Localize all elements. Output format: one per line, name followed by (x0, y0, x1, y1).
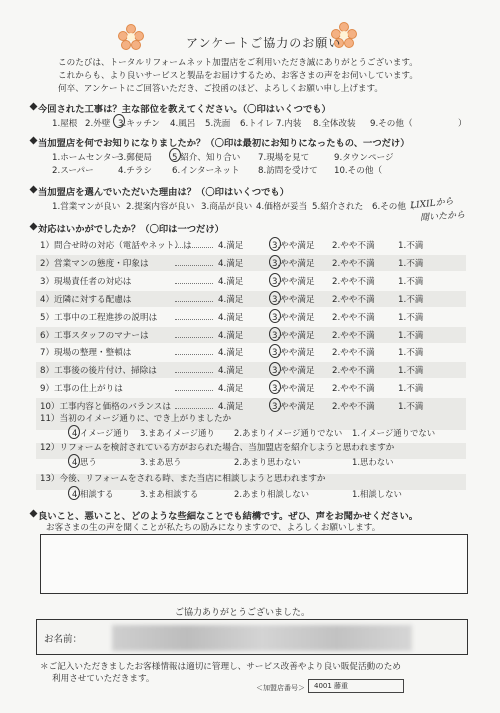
q5-subtitle: お客さまの生の声を聞くことが私たちの励みになりますので、よろしくお願いします。 (46, 523, 381, 533)
q1-option-washroom[interactable]: 5.洗面 (205, 119, 231, 129)
q3-title: 当加盟店を選んでいただいた理由は？（〇印はいくつでも） (38, 184, 289, 198)
sub12-question: 12）リフォームを検討されている方がおられた場合、当加盟店を紹介しようと思われますか (40, 443, 395, 453)
q1-option-toilet[interactable]: 6.トイレ (240, 119, 274, 129)
rating-row-label: 3）現場責任者の対応は (40, 277, 132, 287)
rating-option[interactable]: 2.やや不満 (332, 348, 375, 358)
q2-option-post-office[interactable]: 3.郵便局 (118, 153, 152, 163)
rating-selection-circle (269, 237, 281, 251)
rating-option[interactable]: 3.やや満足 (272, 241, 315, 251)
rating-option[interactable]: 1.不満 (398, 277, 424, 287)
q5-title: 良いこと、悪いこと、どのような些細なことでも結構です。ぜひ、声をお聞かせください。 (38, 508, 418, 522)
rating-option[interactable]: 1.不満 (398, 384, 424, 394)
rating-option[interactable]: 4.満足 (218, 384, 244, 394)
q2-option-home-center[interactable]: 1.ホームセンター (52, 153, 121, 163)
q3-option-sales[interactable]: 1.営業マンが良い (52, 202, 121, 212)
rating-row-label: 10）工事内容と価格のバランスは (40, 402, 171, 412)
sub11-option-1[interactable]: 1.イメージ通りでない (352, 428, 436, 438)
rating-option[interactable]: 3.やや満足 (272, 384, 315, 394)
rating-option[interactable]: 1.不満 (398, 366, 424, 376)
rating-selection-circle (269, 273, 281, 287)
rating-row-leader (175, 247, 213, 248)
q1-option-exterior[interactable]: 2.外壁 (85, 119, 111, 129)
sub12-option-1[interactable]: 1.思わない (352, 457, 394, 467)
rating-option[interactable]: 2.やや不満 (332, 366, 375, 376)
rating-option[interactable]: 4.満足 (218, 366, 244, 376)
rating-selection-circle (269, 291, 281, 305)
rating-row-leader (175, 337, 213, 338)
q2-option-visit[interactable]: 8.訪問を受けて (258, 166, 318, 176)
q2-option-town-page[interactable]: 9.タウンページ (334, 153, 394, 163)
q3-option-price[interactable]: 4.価格が妥当 (256, 202, 308, 212)
sub11-option-3[interactable]: 3.まあイメージ通り (140, 428, 215, 438)
sub11-question: 11）当初のイメージ通りに、でき上がりましたか (40, 414, 232, 424)
q4-title: 対応はいかがでしたか？（〇印は一つだけ） (38, 221, 224, 235)
rating-option[interactable]: 4.満足 (218, 295, 244, 305)
rating-option[interactable]: 2.やや不満 (332, 402, 375, 412)
sub13-option-3[interactable]: 3.まあ相談する (140, 489, 199, 499)
rating-row-label: 5）工事中の工程進捗の説明は (40, 313, 158, 323)
q2-selection-circle (169, 148, 181, 162)
sub11-option-4[interactable]: 4.イメージ通り (72, 428, 130, 438)
rating-option[interactable]: 2.やや不満 (332, 331, 375, 341)
rating-option[interactable]: 4.満足 (218, 402, 244, 412)
sub13-option-1[interactable]: 1.相談しない (352, 489, 402, 499)
rating-option[interactable]: 3.やや満足 (272, 313, 315, 323)
sub13-question: 13）今後、リフォームをされる時、また当店に相談しようと思われますか (40, 474, 326, 484)
q1-selection-circle (113, 114, 125, 128)
rating-option[interactable]: 2.やや不満 (332, 241, 375, 251)
redacted-name (112, 625, 412, 651)
q1-option-other[interactable]: 9.その他（ (370, 119, 413, 129)
sub11-selection-circle (68, 425, 80, 439)
sub13-option-2[interactable]: 2.あまり相談しない (234, 489, 309, 499)
intro-line-1: このたびは、トータルリフォームネット加盟店をご利用いただき誠にありがとうございます。 (58, 58, 418, 68)
rating-row-label: 2）営業マンの態度・印象は (40, 259, 149, 269)
rating-row-label: 4）近隣に対する配慮は (40, 295, 132, 305)
rating-row-label: 8）工事後の後片付け、掃除は (40, 366, 157, 376)
rating-selection-circle (269, 327, 281, 341)
rating-option[interactable]: 3.やや満足 (272, 259, 315, 269)
rating-selection-circle (269, 362, 281, 376)
rating-option[interactable]: 2.やや不満 (332, 295, 375, 305)
store-number-label: ＜加盟店番号＞ (256, 684, 305, 692)
rating-option[interactable]: 4.満足 (218, 331, 244, 341)
rating-selection-circle (269, 255, 281, 269)
rating-option[interactable]: 1.不満 (398, 259, 424, 269)
q1-option-interior[interactable]: 7.内装 (276, 119, 302, 129)
q3-option-referred[interactable]: 5.紹介された (312, 202, 364, 212)
privacy-note-1: ＊ご記入いただきましたお客様情報は適切に管理し、サービス改善やより良い販促活動のため (40, 662, 401, 672)
store-number-value: 4001 藤重 (314, 682, 349, 690)
rating-option[interactable]: 3.やや満足 (272, 277, 315, 287)
q2-option-flyer[interactable]: 4.チラシ (118, 166, 152, 176)
intro-line-2: これからも、より良いサービスと製品をお届けするため、お客さまの声をお伺いしています。 (58, 71, 418, 81)
rating-row-label: 7）現場の整理・整頓は (40, 348, 132, 358)
intro-line-3: 何卒、アンケートにご回答いただき、ご投函のほど、よろしくお願い申し上げます。 (58, 84, 384, 94)
q2-option-internet[interactable]: 6.インターネット (172, 166, 240, 176)
q3-handwritten-line-1: LIXILから (409, 196, 455, 212)
rating-row-label: 1）問合せ時の対応（電話やネット）は (40, 241, 192, 251)
rating-selection-circle (269, 380, 281, 394)
sub13-option-4[interactable]: 4.相談する (72, 489, 114, 499)
rating-row-leader (175, 265, 213, 266)
comment-box[interactable] (40, 534, 468, 594)
rating-option[interactable]: 3.やや満足 (272, 331, 315, 341)
rating-option[interactable]: 1.不満 (398, 348, 424, 358)
q1-option-full-renovation[interactable]: 8.全体改装 (313, 119, 356, 129)
q2-title: 当加盟店を何でお知りになりましたか？（〇印は最初にお知りになったもの、一つだけ） (38, 135, 410, 149)
sub12-selection-circle (68, 454, 80, 468)
rating-row-label: 9）工事の仕上がりは (40, 384, 123, 394)
q3-option-proposal[interactable]: 2.提案内容が良い (126, 202, 195, 212)
rating-option[interactable]: 4.満足 (218, 348, 244, 358)
rating-selection-circle (269, 344, 281, 358)
rating-selection-circle (269, 398, 281, 412)
rating-option[interactable]: 1.不満 (398, 295, 424, 305)
rating-option[interactable]: 1.不満 (398, 313, 424, 323)
flower-left-icon (118, 24, 144, 50)
rating-option[interactable]: 3.やや満足 (272, 402, 315, 412)
q2-option-referral[interactable]: 5.紹介、知り合い (172, 153, 241, 163)
rating-option[interactable]: 1.不満 (398, 402, 424, 412)
sub13-selection-circle (68, 486, 80, 500)
q1-option-other-close: ） (458, 119, 467, 129)
sub11-option-2[interactable]: 2.あまりイメージ通りでない (234, 428, 343, 438)
rating-row-label: 6）工事スタッフのマナーは (40, 331, 149, 341)
q3-handwritten-line-2: 聞いたから (419, 210, 466, 224)
rating-option[interactable]: 1.不満 (398, 241, 424, 251)
rating-row-leader (175, 283, 213, 284)
sub12-option-3[interactable]: 3.まあ思う (140, 457, 182, 467)
q3-option-product[interactable]: 3.商品が良い (201, 202, 253, 212)
rating-row-leader (175, 408, 213, 409)
rating-option[interactable]: 2.やや不満 (332, 259, 375, 269)
rating-selection-circle (269, 309, 281, 323)
q1-option-roof[interactable]: 1.屋根 (52, 119, 78, 129)
rating-option[interactable]: 3.やや満足 (272, 295, 315, 305)
q1-option-bath[interactable]: 4.風呂 (170, 119, 196, 129)
rating-option[interactable]: 4.満足 (218, 277, 244, 287)
q2-option-supermarket[interactable]: 2.スーパー (52, 166, 94, 176)
rating-option[interactable]: 4.満足 (218, 259, 244, 269)
rating-row-leader (175, 319, 213, 320)
q2-option-other[interactable]: 10.その他（ (334, 166, 383, 176)
page-title: アンケートご協力のお願い (186, 36, 342, 50)
q2-option-saw-site[interactable]: 7.現場を見て (258, 153, 310, 163)
rating-option[interactable]: 4.満足 (218, 313, 244, 323)
rating-option[interactable]: 3.やや満足 (272, 366, 315, 376)
rating-option[interactable]: 3.やや満足 (272, 348, 315, 358)
rating-row-leader (175, 372, 213, 373)
rating-row-leader (175, 390, 213, 391)
rating-option[interactable]: 2.やや不満 (332, 277, 375, 287)
sub12-option-4[interactable]: 4.思う (72, 457, 97, 467)
rating-option[interactable]: 4.満足 (218, 241, 244, 251)
privacy-note-2: 利用させていただきます。 (52, 674, 155, 684)
thanks-message: ご協力ありがとうございました。 (175, 608, 311, 618)
sub12-option-2[interactable]: 2.あまり思わない (234, 457, 301, 467)
rating-option[interactable]: 1.不満 (398, 331, 424, 341)
rating-row-leader (175, 354, 213, 355)
q1-title: 今回された工事は？主な部位を教えてください。（〇印はいくつでも） (38, 101, 331, 115)
rating-option[interactable]: 2.やや不満 (332, 313, 375, 323)
q3-option-other[interactable]: 6.その他（ (372, 202, 415, 212)
rating-option[interactable]: 2.やや不満 (332, 384, 375, 394)
rating-row-leader (175, 301, 213, 302)
name-label: お名前： (44, 634, 83, 645)
q1-option-kitchen[interactable]: 3.キッチン (118, 119, 160, 129)
